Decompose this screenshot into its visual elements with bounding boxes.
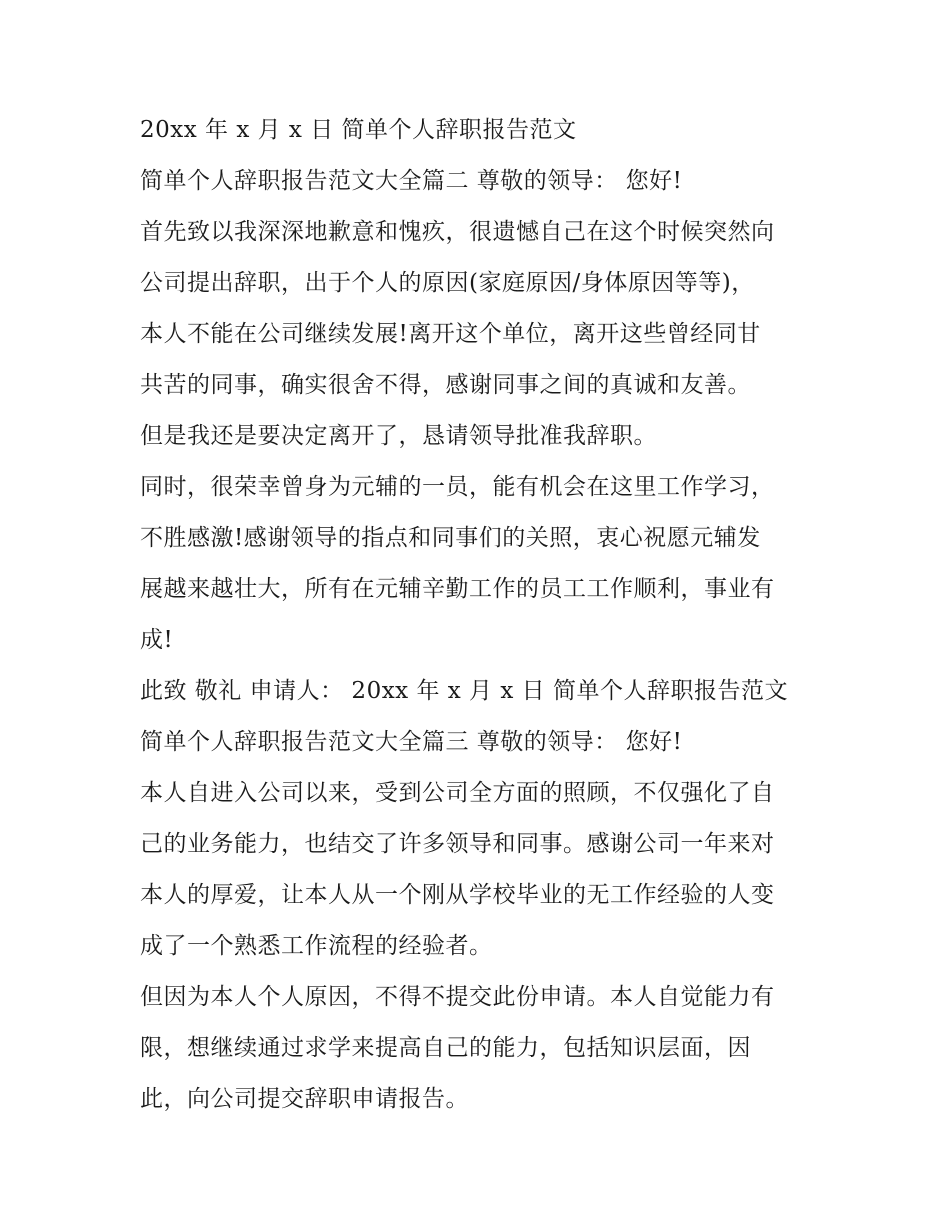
text-line: 本人的厚爱，让本人从一个刚从学校毕业的无工作经验的人变 bbox=[140, 882, 775, 908]
text-line: 简单个人辞职报告范文大全篇三 尊敬的领导： 您好! bbox=[140, 729, 683, 755]
text-line: 己的业务能力，也结交了许多领导和同事。感谢公司一年来对 bbox=[140, 831, 775, 857]
text-line: 同时，很荣幸曾身为元辅的一员，能有机会在这里工作学习， bbox=[140, 474, 775, 500]
text-line: 简单个人辞职报告范文大全篇二 尊敬的领导： 您好! bbox=[140, 168, 683, 194]
text-line: 20xx 年 x 月 x 日 简单个人辞职报告范文 bbox=[140, 117, 577, 143]
text-line: 本人不能在公司继续发展!离开这个单位，离开这些曾经同甘 bbox=[140, 321, 761, 347]
text-line: 此，向公司提交辞职申请报告。 bbox=[140, 1086, 469, 1112]
text-line: 但因为本人个人原因，不得不提交此份申请。本人自觉能力有 bbox=[140, 984, 775, 1010]
text-line: 成! bbox=[140, 627, 174, 653]
text-line: 限，想继续通过求学来提高自己的能力，包括知识层面，因 bbox=[140, 1035, 751, 1061]
text-line: 公司提出辞职，出于个人的原因(家庭原因/身体原因等等)， bbox=[140, 270, 755, 296]
text-line: 共苦的同事，确实很舍不得，感谢同事之间的真诚和友善。 bbox=[140, 372, 751, 398]
text-line: 此致 敬礼 申请人： 20xx 年 x 月 x 日 简单个人辞职报告范文 bbox=[140, 678, 788, 704]
text-line: 首先致以我深深地歉意和愧疚，很遗憾自己在这个时候突然向 bbox=[140, 219, 775, 245]
text-line: 但是我还是要决定离开了，恳请领导批准我辞职。 bbox=[140, 423, 657, 449]
text-line: 本人自进入公司以来，受到公司全方面的照顾，不仅强化了自 bbox=[140, 780, 775, 806]
text-line: 不胜感激!感谢领导的指点和同事们的关照，衷心祝愿元辅发 bbox=[140, 525, 761, 551]
text-line: 展越来越壮大，所有在元辅辛勤工作的员工工作顺利，事业有 bbox=[140, 576, 775, 602]
document-body bbox=[140, 110, 820, 1130]
text-line: 成了一个熟悉工作流程的经验者。 bbox=[140, 933, 493, 959]
